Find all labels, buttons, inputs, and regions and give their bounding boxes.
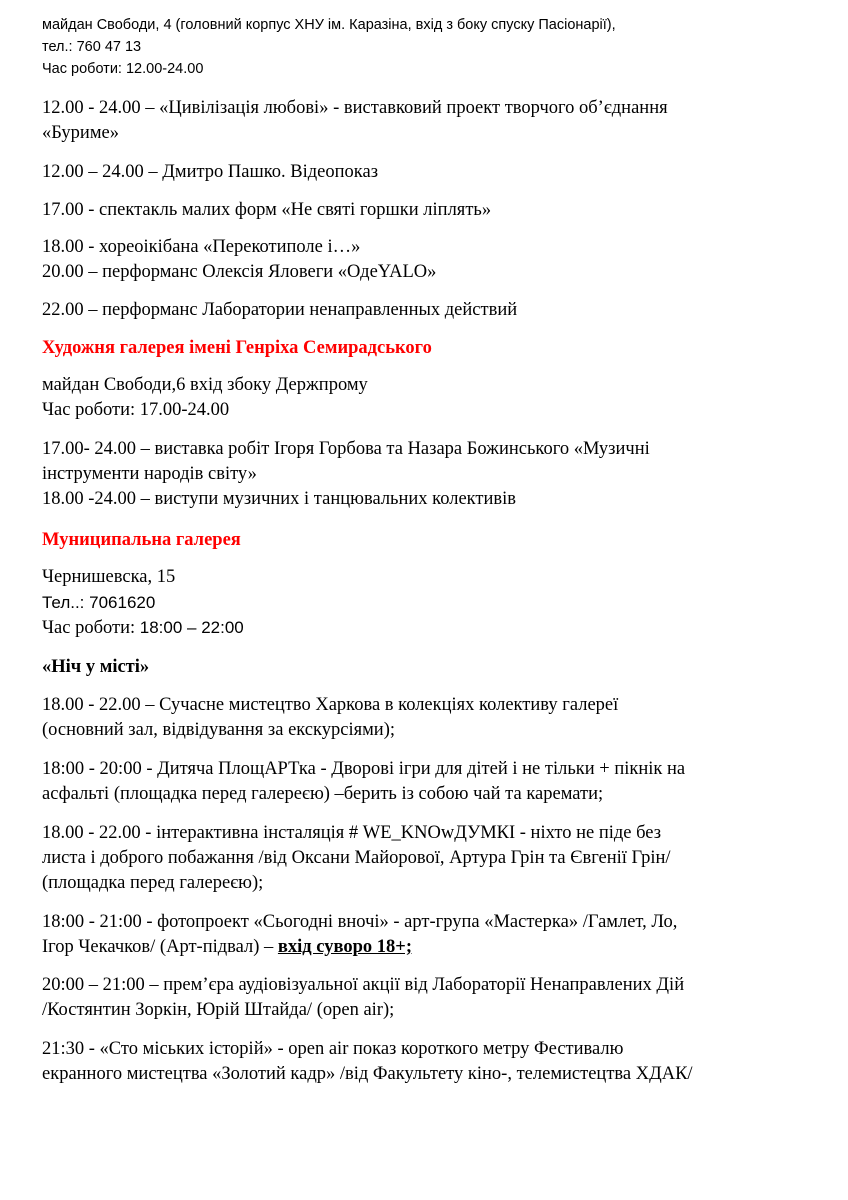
venue-hours: Час роботи: 12.00-24.00	[42, 61, 204, 77]
event-line: 12.00 – 24.00 – Дмитро Пашко. Відеопоказ	[42, 162, 379, 182]
event-paragraph	[42, 973, 822, 1023]
event-line: (основний зал, відвідування за екскурсіями);	[42, 720, 396, 740]
gallery-address: майдан Свободи,6 вхід збоку Держпрому	[42, 375, 368, 395]
event-line: 20:00 – 21:00 – прем’єра аудіовізуальної акції від Лабораторії Ненаправлених Дій	[42, 975, 685, 995]
event-line: екранного мистецтва «Золотий кадр» /від Факультету кіно-, телемистецтва ХДАК/	[42, 1064, 693, 1084]
event-paragraph	[42, 693, 822, 743]
event-line: інструменти народів світу»	[42, 464, 257, 484]
event-paragraph	[42, 437, 822, 512]
gallery-hours: Час роботи: 17.00-24.00	[42, 400, 230, 420]
gallery-address: Чернишевска, 15	[42, 567, 176, 587]
event-line: 18:00 - 20:00 - Дитяча ПлощАРТка - Дворові ігри для дітей і не тільки + пікнік на	[42, 759, 686, 779]
event-line: 17.00 - спектакль малих форм «Не святі горшки ліплять»	[42, 200, 492, 220]
event-line: «Буриме»	[42, 123, 119, 143]
event-line: 18:00 - 21:00 - фотопроект «Сьогодні вночі» - арт-група «Мастерка» /Гамлет, Ло,	[42, 912, 678, 932]
event-paragraph	[42, 96, 822, 146]
event-line: асфальті (площадка перед галереєю) –берить із собою чай та каремати;	[42, 784, 604, 804]
event-paragraph	[42, 198, 822, 223]
venue-address: майдан Свободи, 4 (головний корпус ХНУ ім. Каразіна, вхід з боку спуску Пасіонарії),	[42, 17, 616, 33]
gallery-phone: Тел..: 7061620	[42, 593, 156, 612]
event-line-text: Ігор Чекачков/ (Арт-підвал) –	[42, 937, 278, 957]
event-paragraph	[42, 821, 822, 896]
gallery-info	[42, 565, 822, 641]
event-line: листа і доброго побажання /від Оксани Майорової, Артура Грін та Євгенії Грін/	[42, 848, 671, 868]
event-paragraph	[42, 910, 822, 960]
event-line: 18.00 - хореоікібана «Перекотиполе і…»	[42, 237, 361, 257]
event-line: 18.00 - 22.00 - інтерактивна інсталяція # WE_KNOwДУМКІ - ніхто не піде без	[42, 823, 662, 843]
event-paragraph	[42, 298, 822, 323]
venue-header	[42, 14, 822, 80]
event-paragraph	[42, 235, 822, 285]
event-paragraph	[42, 757, 822, 807]
event-line: (площадка перед галереєю);	[42, 873, 264, 893]
event-paragraph	[42, 160, 822, 185]
gallery-title: Муниципальна галерея	[42, 530, 241, 550]
event-line: 18.00 - 22.00 – Сучасне мистецтво Харкова в колекціях колективу галереї	[42, 695, 619, 715]
event-line	[42, 935, 822, 960]
event-line: 20.00 – перформанс Олексія Яловеги «ОдеYALO»	[42, 262, 437, 282]
event-line: 17.00- 24.00 – виставка робіт Ігоря Горбова та Назара Божинського «Музичні	[42, 439, 650, 459]
event-line: 18.00 -24.00 – виступи музичних і танцювальних колективів	[42, 489, 516, 509]
event-line: 21:30 - «Сто міських історій» - open air показ короткого метру Фестивалю	[42, 1039, 624, 1059]
gallery-title: Художня галерея імені Генріха Семирадського	[42, 338, 432, 358]
program-title: «Ніч у місті»	[42, 657, 150, 677]
event-line: 22.00 – перформанс Лаборатории ненаправленных действий	[42, 300, 518, 320]
event-paragraph	[42, 1037, 822, 1087]
gallery-hours	[42, 615, 822, 641]
age-restriction-note: вхід суворо 18+;	[277, 937, 412, 957]
gallery-info	[42, 373, 822, 423]
event-line: /Костянтин Зоркін, Юрій Штайда/ (open air);	[42, 1000, 395, 1020]
hours-value: 18:00 – 22:00	[139, 618, 244, 637]
venue-phone: тел.: 760 47 13	[42, 39, 142, 55]
event-line: 12.00 - 24.00 – «Цивілізація любові» - виставковий проект творчого об’єднання	[42, 98, 668, 118]
hours-label: Час роботи:	[42, 618, 140, 638]
